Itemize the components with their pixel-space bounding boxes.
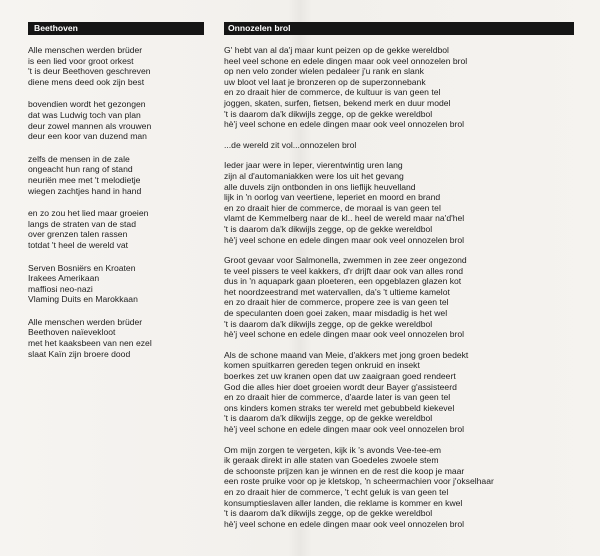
lyric-line: hè'j veel schone en edele dingen maar ook veel onnozelen brol xyxy=(224,234,465,245)
lyric-line: ons kinders komen straks ter wereld met gebubbeld kiekevel xyxy=(224,402,455,413)
lyrics-beethoven xyxy=(28,45,208,359)
lyric-line: hè'j veel schone en edele dingen maar ook veel onnozelen brol xyxy=(224,329,465,340)
stanza xyxy=(224,255,572,340)
lyric-line: heel veel schone en edele dingen maar ook veel onnozelen brol xyxy=(224,55,468,66)
stanza xyxy=(224,45,572,130)
lyric-line: hè'j veel schone en edele dingen maar ook veel onnozelen brol xyxy=(224,518,465,529)
lyric-line: en zo zou het lied maar groeien xyxy=(28,208,149,219)
lyric-line: Om mijn zorgen te vergeten, kijk ik 's avonds Vee-tee-em xyxy=(224,444,442,455)
lyric-line: en zo draait hier de commerce, de moraal is van geen tel xyxy=(224,202,441,213)
lyric-line: hè'j veel schone en edele dingen maar ook veel onnozelen brol xyxy=(224,119,465,130)
lyric-line: alle duvels zijn ontbonden in ons lieflijk heuvelland xyxy=(224,181,416,192)
lyric-line: Serven Bosniërs en Kroaten xyxy=(28,262,136,273)
lyric-line: ik geraak direkt in alle staten van Goedeles zwoele stem xyxy=(224,455,439,466)
lyric-line: uw bloot vel laat je bronzeren op de superzonnebank xyxy=(224,76,426,87)
lyric-line: boerkes zet uw kranen open dat uw zaaigraan goed rendeert xyxy=(224,371,456,382)
lyric-line: komen spuitkarren gereden tegen onkruid en insekt xyxy=(224,360,420,371)
lyric-line: Alle menschen werden brüder xyxy=(28,45,143,55)
lyric-line: lijk in 'n oorlog van veertiene, leperiet en moord en brand xyxy=(224,192,441,203)
lyric-line: 't is daarom da'k dikwijls zegge, op de gekke wereldbol xyxy=(224,108,433,119)
lyric-line: is een lied voor groot orkest xyxy=(28,55,134,66)
lyric-line: Als de schone maand van Meie, d'akkers met jong groen bedekt xyxy=(224,349,469,360)
lyric-line: dat was Ludwig toch van plan xyxy=(28,109,141,120)
lyric-line: het noordzeestrand met watervallen, da's 't ultieme kamelot xyxy=(224,286,450,297)
lyric-line: God die alles hier doet groeien wordt deur Bayer g'assisteerd xyxy=(224,381,457,392)
stanza xyxy=(28,45,208,87)
lyric-line: G' hebt van al da'j maar kunt peizen op de gekke wereldbol xyxy=(224,45,449,55)
lyric-line: Alle menschen werden brüder xyxy=(28,316,143,327)
lyric-line: ...de wereld zit vol...onnozelen brol xyxy=(224,139,357,150)
right-column xyxy=(224,22,572,539)
stanza xyxy=(28,317,208,359)
lyric-line: 't is daarom da'k dikwijls zegge, op de gekke wereldbol xyxy=(224,318,433,329)
lyric-line: Groot gevaar voor Salmonella, zwemmen in zee zeer ongezond xyxy=(224,255,467,266)
lyrics-onnozelen-brol xyxy=(224,45,572,529)
lyric-line: met het kaaksbeen van nen ezel xyxy=(28,338,152,349)
lyric-line: neuriën mee met 't melodietje xyxy=(28,174,141,185)
lyric-line: 't is daarom da'k dikwijls zegge, op de gekke wereldbol xyxy=(224,508,433,519)
lyric-line: en zo draait hier de commerce, de kultuur is van geen tel xyxy=(224,87,441,98)
lyric-line: dus in 'n aquapark gaan ploeteren, een opgeblazen glazen kot xyxy=(224,276,462,287)
left-column xyxy=(28,22,208,371)
lyric-line: en zo draait hier de commerce, propere zee is van geen tel xyxy=(224,297,449,308)
lyric-line: deur zowel mannen als vrouwen xyxy=(28,120,152,131)
song-title-beethoven: Beethoven xyxy=(28,22,204,35)
lyric-line: te veel pissers te veel kakkers, d'r drijft daar ook van alles rond xyxy=(224,265,464,276)
lyric-line: zijn al d'automaniakken were los uit het gevang xyxy=(224,170,404,181)
stanza xyxy=(224,160,572,245)
lyric-line: op nen velo zonder wielen pedaleer j'u rank en slank xyxy=(224,66,424,77)
lyric-line: de speculanten doen goei zaken, maar misdadig is het wel xyxy=(224,308,448,319)
lyric-line: een roste pruike voor op je kletskop, 'n scheermachien voor j'okselhaar xyxy=(224,476,494,487)
stanza xyxy=(224,140,572,151)
stanza xyxy=(28,208,208,250)
lyric-line: diene mens deed ook zijn best xyxy=(28,76,145,87)
lyric-line: 't is deur Beethoven geschreven xyxy=(28,66,151,77)
lyric-line: 't is daarom da'k dikwijls zegge, op de gekke wereldbol xyxy=(224,223,433,234)
lyric-line: 't is daarom da'k dikwijls zegge, op de gekke wereldbol xyxy=(224,413,433,424)
lyric-line: joggen, skaten, surfen, fietsen, bekend merk en duur model xyxy=(224,97,451,108)
lyric-line: slaat Kaïn zijn broere dood xyxy=(28,348,131,359)
lyric-line: wiegen zachtjes hand in hand xyxy=(28,185,142,196)
lyric-line: Beethoven naïevekloot xyxy=(28,327,116,338)
lyric-line: de schoonste prijzen kan je winnen en de rest die koop je maar xyxy=(224,465,465,476)
lyric-line: hè'j veel schone en edele dingen maar ook veel onnozelen brol xyxy=(224,424,465,434)
lyric-line: langs de straten van de stad xyxy=(28,218,136,229)
lyric-line: Vlaming Duits en Marokkaan xyxy=(28,294,138,305)
lyric-line: zelfs de mensen in de zale xyxy=(28,153,130,164)
lyric-line: bovendien wordt het gezongen xyxy=(28,99,146,110)
lyric-line: vlamt de Kemmelberg naar de kl.. heel de wereld maar na'd'hel xyxy=(224,213,465,224)
stanza xyxy=(224,445,572,530)
lyric-line: ongeacht hun rang of stand xyxy=(28,164,133,175)
lyric-line: en zo draait hier de commerce, 't echt geluk is van geen tel xyxy=(224,486,449,497)
lyric-line: en zo draait hier de commerce, d'aarde later is van geen tel xyxy=(224,392,451,403)
stanza xyxy=(28,154,208,196)
song-title-onnozelen-brol: Onnozelen brol xyxy=(224,22,574,35)
lyric-line: Irakees Amerikaan xyxy=(28,273,100,284)
lyric-line: totdat 't heel de wereld vat xyxy=(28,239,129,250)
lyric-line: maffiosi neo-nazi xyxy=(28,283,93,294)
lyric-line: konsumptieslaven aller landen, die reklame is kommer en kwel xyxy=(224,497,463,508)
lyric-line: Ieder jaar were in Ieper, vierentwintig uren lang xyxy=(224,160,403,171)
stanza xyxy=(224,350,572,435)
lyric-line: deur een koor van duzend man xyxy=(28,131,147,142)
stanza xyxy=(28,99,208,141)
stanza xyxy=(28,263,208,305)
lyric-line: over grenzen talen rassen xyxy=(28,229,128,240)
